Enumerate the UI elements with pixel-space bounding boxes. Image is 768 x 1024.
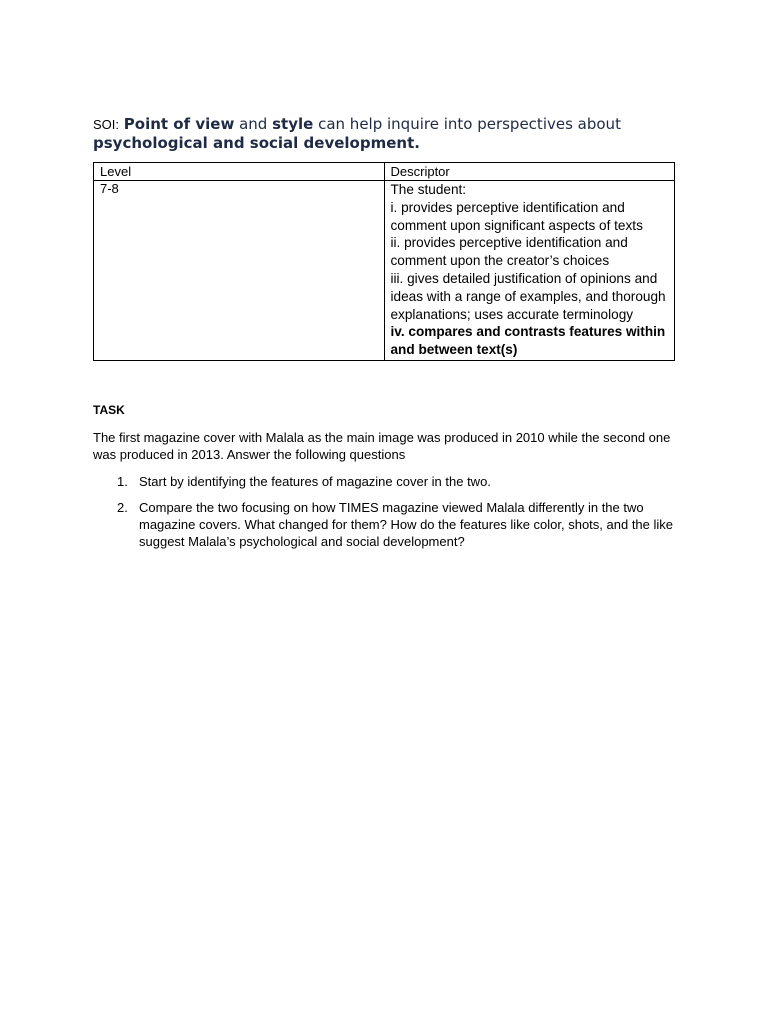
descriptor-line-i: i. provides perceptive identification and comment upon significant aspects of texts — [390, 199, 643, 233]
task-heading: TASK — [93, 403, 125, 417]
level-cell: 7-8 — [94, 181, 385, 361]
rubric-table — [93, 162, 675, 361]
statement-of-inquiry — [93, 115, 683, 152]
descriptor-line-iii: iii. gives detailed justification of opinions and ideas with a range of examples, and thorough explanations; uses accurate terminology — [390, 270, 666, 322]
question-list — [93, 473, 683, 559]
descriptor-line-intro: The student: — [390, 182, 467, 197]
soi-emphasis-style: style — [272, 115, 314, 133]
question-number: 1. — [117, 474, 128, 489]
soi-prefix: SOI: — [93, 117, 120, 132]
soi-text-middle: can help inquire into perspectives about — [318, 115, 621, 133]
question-text: Compare the two focusing on how TIMES magazine viewed Malala differently in the two magazine covers. What changed for them? How do the features like color, shots, and the like suggest Malala’s psychological and social development? — [139, 500, 674, 549]
descriptor-cell — [384, 181, 675, 361]
descriptor-line-ii: ii. provides perceptive identification and comment upon the creator’s choices — [390, 235, 628, 269]
task-intro: The first magazine cover with Malala as the main image was produced in 2010 while the second one was produced in 2013. Answer the following questions — [93, 430, 671, 462]
soi-emphasis-development: psychological and social development. — [93, 134, 420, 152]
soi-text-and: and — [239, 115, 268, 133]
question-item — [93, 499, 683, 550]
descriptor-line-iv: iv. compares and contrasts features within and between text(s) — [390, 324, 666, 358]
rubric-header-row — [94, 163, 675, 181]
header-descriptor: Descriptor — [384, 163, 675, 181]
rubric-row — [94, 181, 675, 361]
soi-emphasis-point-of-view: Point of view — [123, 115, 235, 133]
header-level: Level — [94, 163, 385, 181]
question-number: 2. — [117, 500, 128, 515]
question-text: Start by identifying the features of magazine cover in the two. — [139, 474, 491, 489]
question-item — [93, 473, 683, 490]
